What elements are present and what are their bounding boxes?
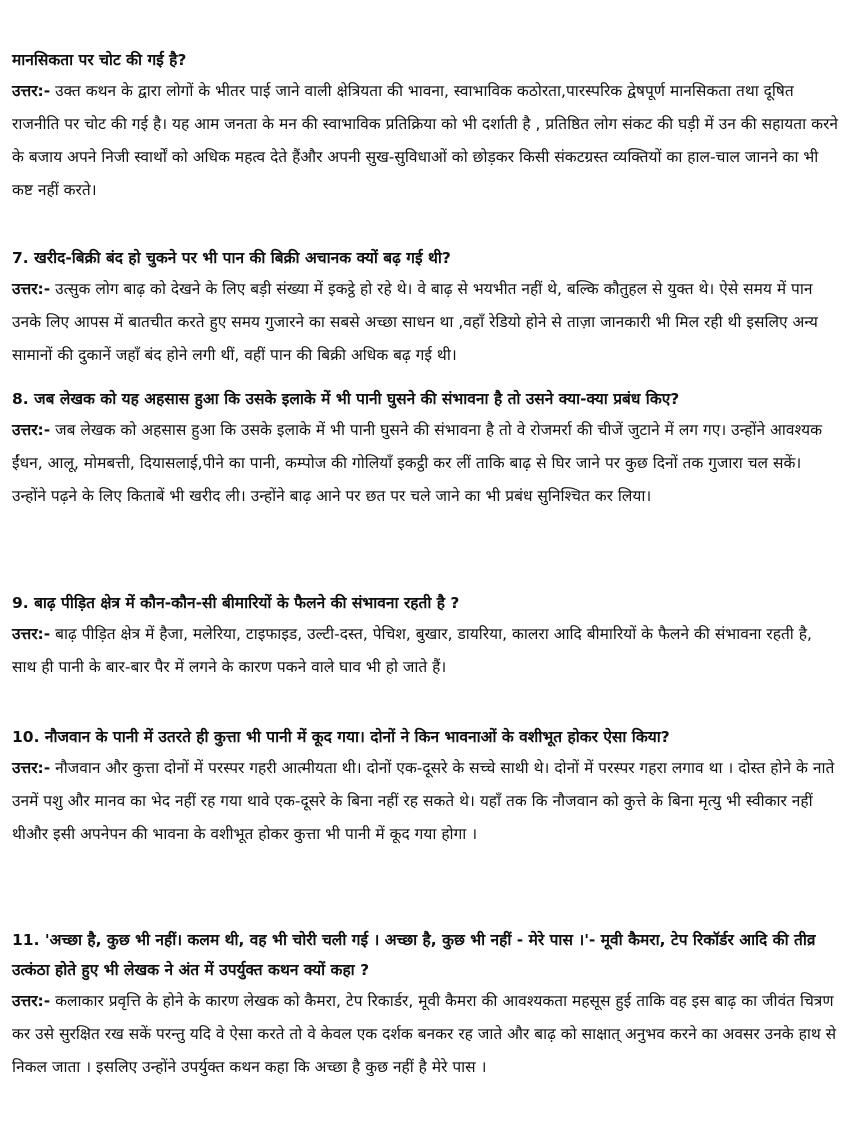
qa-block-6: [12, 45, 838, 207]
answer-label: उत्तर:-: [12, 82, 51, 100]
answer-text: [12, 618, 838, 684]
question-heading: 9. बाढ़ पीड़ित क्षेत्र में कौन-कौन-सी बीमारियों के फैलने की संभावना रहती है ?: [12, 594, 460, 612]
answer-body: बाढ़ पीड़ित क्षेत्र में हैजा, मलेरिया, टाइफाइड, उल्टी-दस्त, पेचिश, बुखार, डायरिया, कालरा आदि बीमारियों के फैलने की संभावना रहती है, साथ ही पानी के बार-बार पैर में लगने के कारण पकने वाले घाव भी हो जाते हैं।: [12, 625, 812, 676]
question-heading: 7. खरीद-बिक्री बंद हो चुकने पर भी पान की बिक्री अचानक क्यों बढ़ गई थी?: [12, 249, 451, 267]
answer-label: उत्तर:-: [12, 280, 51, 298]
answer-body: जब लेखक को अहसास हुआ कि उसके इलाके में भी पानी घुसने की संभावना है तो वे रोजमर्रा की चीजें जुटाने में लग गए। उन्होंने आवश्यक ईंधन, आलू, मोमबत्ती, दियासलाई,पीने का पानी, कम्पोज की गोलियाँ इकट्ठी कर लीं ताकि बाढ़ से घिर जाने पर कुछ दिनों तक गुजारा चल सकें। उन्होंने पढ़ने के लिए किताबें भी खरीद ली। उन्होंने बाढ़ आने पर छत पर चले जाने का भी प्रबंध सुनिश्चित कर लिया।: [12, 421, 822, 505]
qa-block-11: [12, 925, 838, 1084]
answer-body: कलाकार प्रवृत्ति के होने के कारण लेखक को कैमरा, टेप रिकार्डर, मूवी कैमरा की आवश्यकता महसूस हुई ताकि वह इस बाढ़ का जीवंत चित्रण कर उसे सुरक्षित रख सकें परन्तु यदि वे ऐसा करते तो वे केवल एक दर्शक बनकर रह जाते और बाढ़ को साक्षात् अनुभव करने का अवसर उनके हाथ से निकल जाता । इसलिए उन्होंने उपर्युक्त कथन कहा कि अच्छा है कुछ नहीं है मेरे पास ।: [12, 992, 837, 1076]
answer-label: उत्तर:-: [12, 759, 51, 777]
answer-body: नौजवान और कुत्ता दोनों में परस्पर गहरी आत्मीयता थी। दोनों एक-दूसरे के सच्चे साथी थे। दोनों में परस्पर गहरा लगाव था । दोस्त होने के नाते उनमें पशु और मानव का भेद नहीं रह गया थावे एक-दूसरे के बिना नहीं रह सकते थे। यहाँ तक कि नौजवान को कुत्ते के बिना मृत्यु भी स्वीकार नहीं थीऔर इसी अपनेपन की भावना के वशीभूत होकर कुत्ता भी पानी में कूद गया होगा ।: [12, 759, 835, 843]
question-heading: 11. 'अच्छा है, कुछ भी नहीं। कलम थी, वह भी चोरी चली गई । अच्छा है, कुछ भी नहीं - मेरे पास ।'- मूवी कैमरा, टेप रिकॉर्डर आदि की तीव्र उत्कंठा होते हुए भी लेखक ने अंत में उपर्युक्त कथन क्यों कहा ?: [12, 931, 816, 979]
answer-text: [12, 75, 838, 207]
answer-text: [12, 414, 838, 513]
answer-body: उक्त कथन के द्वारा लोगों के भीतर पाई जाने वाली क्षेत्रियता की भावना, स्वाभाविक कठोरता,पारस्परिक द्वेषपूर्ण मानसिकता तथा दूषित राजनीति पर चोट की गई है। यह आम जनता के मन की स्वाभाविक प्रतिक्रिया को भी दर्शाती है , प्रतिष्ठित लोग संकट की घड़ी में उन की सहायता करने के बजाय अपने निजी स्वार्थों को अधिक महत्व देते हैंऔर अपनी सुख-सुविधाओं को छोड़कर किसी संकटग्रस्त व्यक्तियों का हाल-चाल जानने का भी कष्ट नहीं करते।: [12, 82, 838, 199]
question-heading: 8. जब लेखक को यह अहसास हुआ कि उसके इलाके में भी पानी घुसने की संभावना है तो उसने क्या-क्या प्रबंध किए?: [12, 390, 680, 408]
question-heading: 10. नौजवान के पानी में उतरते ही कुत्ता भी पानी में कूद गया। दोनों ने किन भावनाओं के वशीभूत होकर ऐसा किया?: [12, 728, 670, 746]
answer-text: [12, 985, 838, 1084]
answer-body: उत्सुक लोग बाढ़ को देखने के लिए बड़ी संख्या में इकट्ठे हो रहे थे। वे बाढ़ से भयभीत नहीं थे, बल्कि कौतुहल से युक्त थे। ऐसे समय में पान उनके लिए आपस में बातचीत करते हुए समय गुजारने का सबसे अच्छा साधन था ,वहाँ रेडियो होने से ताज़ा जानकारी भी मिल रही थी इसलिए अन्य सामानों की दुकानें जहाँ बंद होने लगी थीं, वहीं पान की बिक्री अधिक बढ़ गई थी।: [12, 280, 818, 364]
answer-text: [12, 752, 838, 851]
answer-text: [12, 273, 838, 372]
qa-block-10: [12, 722, 838, 851]
question-heading: मानसिकता पर चोट की गई है?: [12, 51, 187, 69]
answer-label: उत्तर:-: [12, 992, 51, 1010]
answer-label: उत्तर:-: [12, 625, 51, 643]
qa-block-8: [12, 384, 838, 513]
qa-block-9: [12, 588, 838, 684]
qa-block-7: [12, 243, 838, 372]
answer-label: उत्तर:-: [12, 421, 51, 439]
